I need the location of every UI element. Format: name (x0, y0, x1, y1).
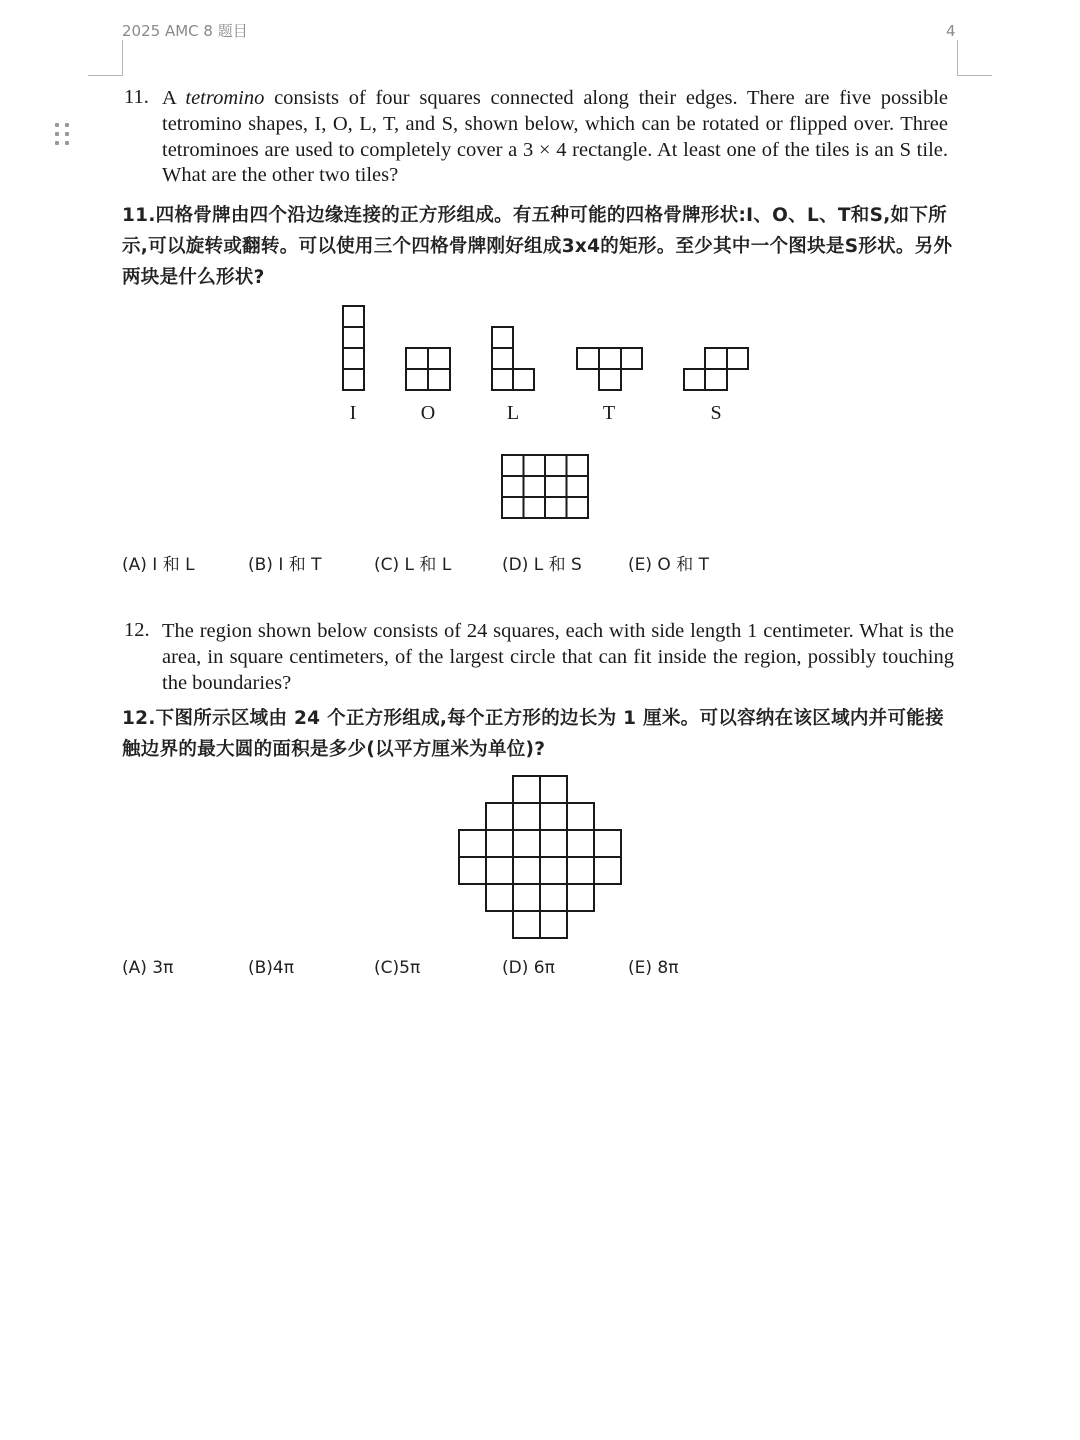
document-header-title: 2025 AMC 8 题目 (122, 22, 248, 40)
tetromino-T (577, 348, 642, 390)
shape-label-L: L (506, 402, 520, 424)
tetromino-I (343, 306, 364, 390)
q12-number: 12. (124, 619, 150, 641)
q11-choice-d[interactable]: (D) L 和 S (502, 555, 582, 575)
q11-number: 11. (124, 86, 149, 108)
tetromino-L (492, 327, 534, 390)
q12-english-text: The region shown below consists of 24 squares, each with side length 1 centimeter. What is the area, in square centimeters, of the largest circle that can fit inside the region, possibly touching the boundaries? (162, 620, 954, 694)
q11-english-text (162, 86, 948, 189)
shape-label-I: I (349, 402, 357, 424)
q12-choice-d[interactable]: (D) 6π (502, 958, 555, 978)
crop-mark-right-v (957, 40, 958, 76)
q12-choice-e[interactable]: (E) 8π (628, 958, 679, 978)
q12-choice-c[interactable]: (C)5π (374, 958, 421, 978)
crop-mark-left-v (122, 40, 123, 76)
q11-choice-a[interactable]: (A) I 和 L (122, 555, 195, 575)
crop-mark-left-h (88, 75, 123, 76)
q11-choice-b[interactable]: (B) I 和 T (248, 555, 322, 575)
q11-choice-c[interactable]: (C) L 和 L (374, 555, 452, 575)
q12-choice-b[interactable]: (B)4π (248, 958, 294, 978)
q11-text-post: consists of four squares connected along their edges. There are five possible tetromino shapes, I, O, L, T, and S, shown below, which can be rotated or flipped over. Three tetrominoes are used to completely cover a 3 × 4 rectangle. At least one of the tiles is an S tile. What are the other two tiles? (162, 87, 948, 187)
q11-chinese-text: 11.四格骨牌由四个沿边缘连接的正方形组成。有五种可能的四格骨牌形状:I、O、L、T和S,如下所示,可以旋转或翻转。可以使用三个四格骨牌刚好组成3x4的矩形。至少其中一个图块是S形状。另外两块是什么形状? (122, 205, 953, 288)
drag-handle-icon[interactable] (55, 123, 75, 153)
q11-choice-e[interactable]: (E) O 和 T (628, 555, 709, 575)
q11-text-pre: A (162, 87, 186, 109)
shape-label-S: S (710, 402, 722, 424)
shape-label-O: O (420, 402, 436, 424)
shape-label-T: T (602, 402, 616, 424)
rectangle-3x4 (502, 455, 588, 518)
tetromino-S (684, 348, 748, 390)
crop-mark-right-h (957, 75, 992, 76)
tetromino-O (406, 348, 450, 390)
page-number: 4 (946, 22, 956, 40)
q12-chinese-text: 12.下图所示区域由 24 个正方形组成,每个正方形的边长为 1 厘米。可以容纳在该区域内并可能接触边界的最大圆的面积是多少(以平方厘米为单位)? (122, 708, 944, 760)
q12-region (459, 776, 621, 938)
q11-term-tetromino: tetromino (185, 87, 265, 109)
q12-choice-a[interactable]: (A) 3π (122, 958, 174, 978)
